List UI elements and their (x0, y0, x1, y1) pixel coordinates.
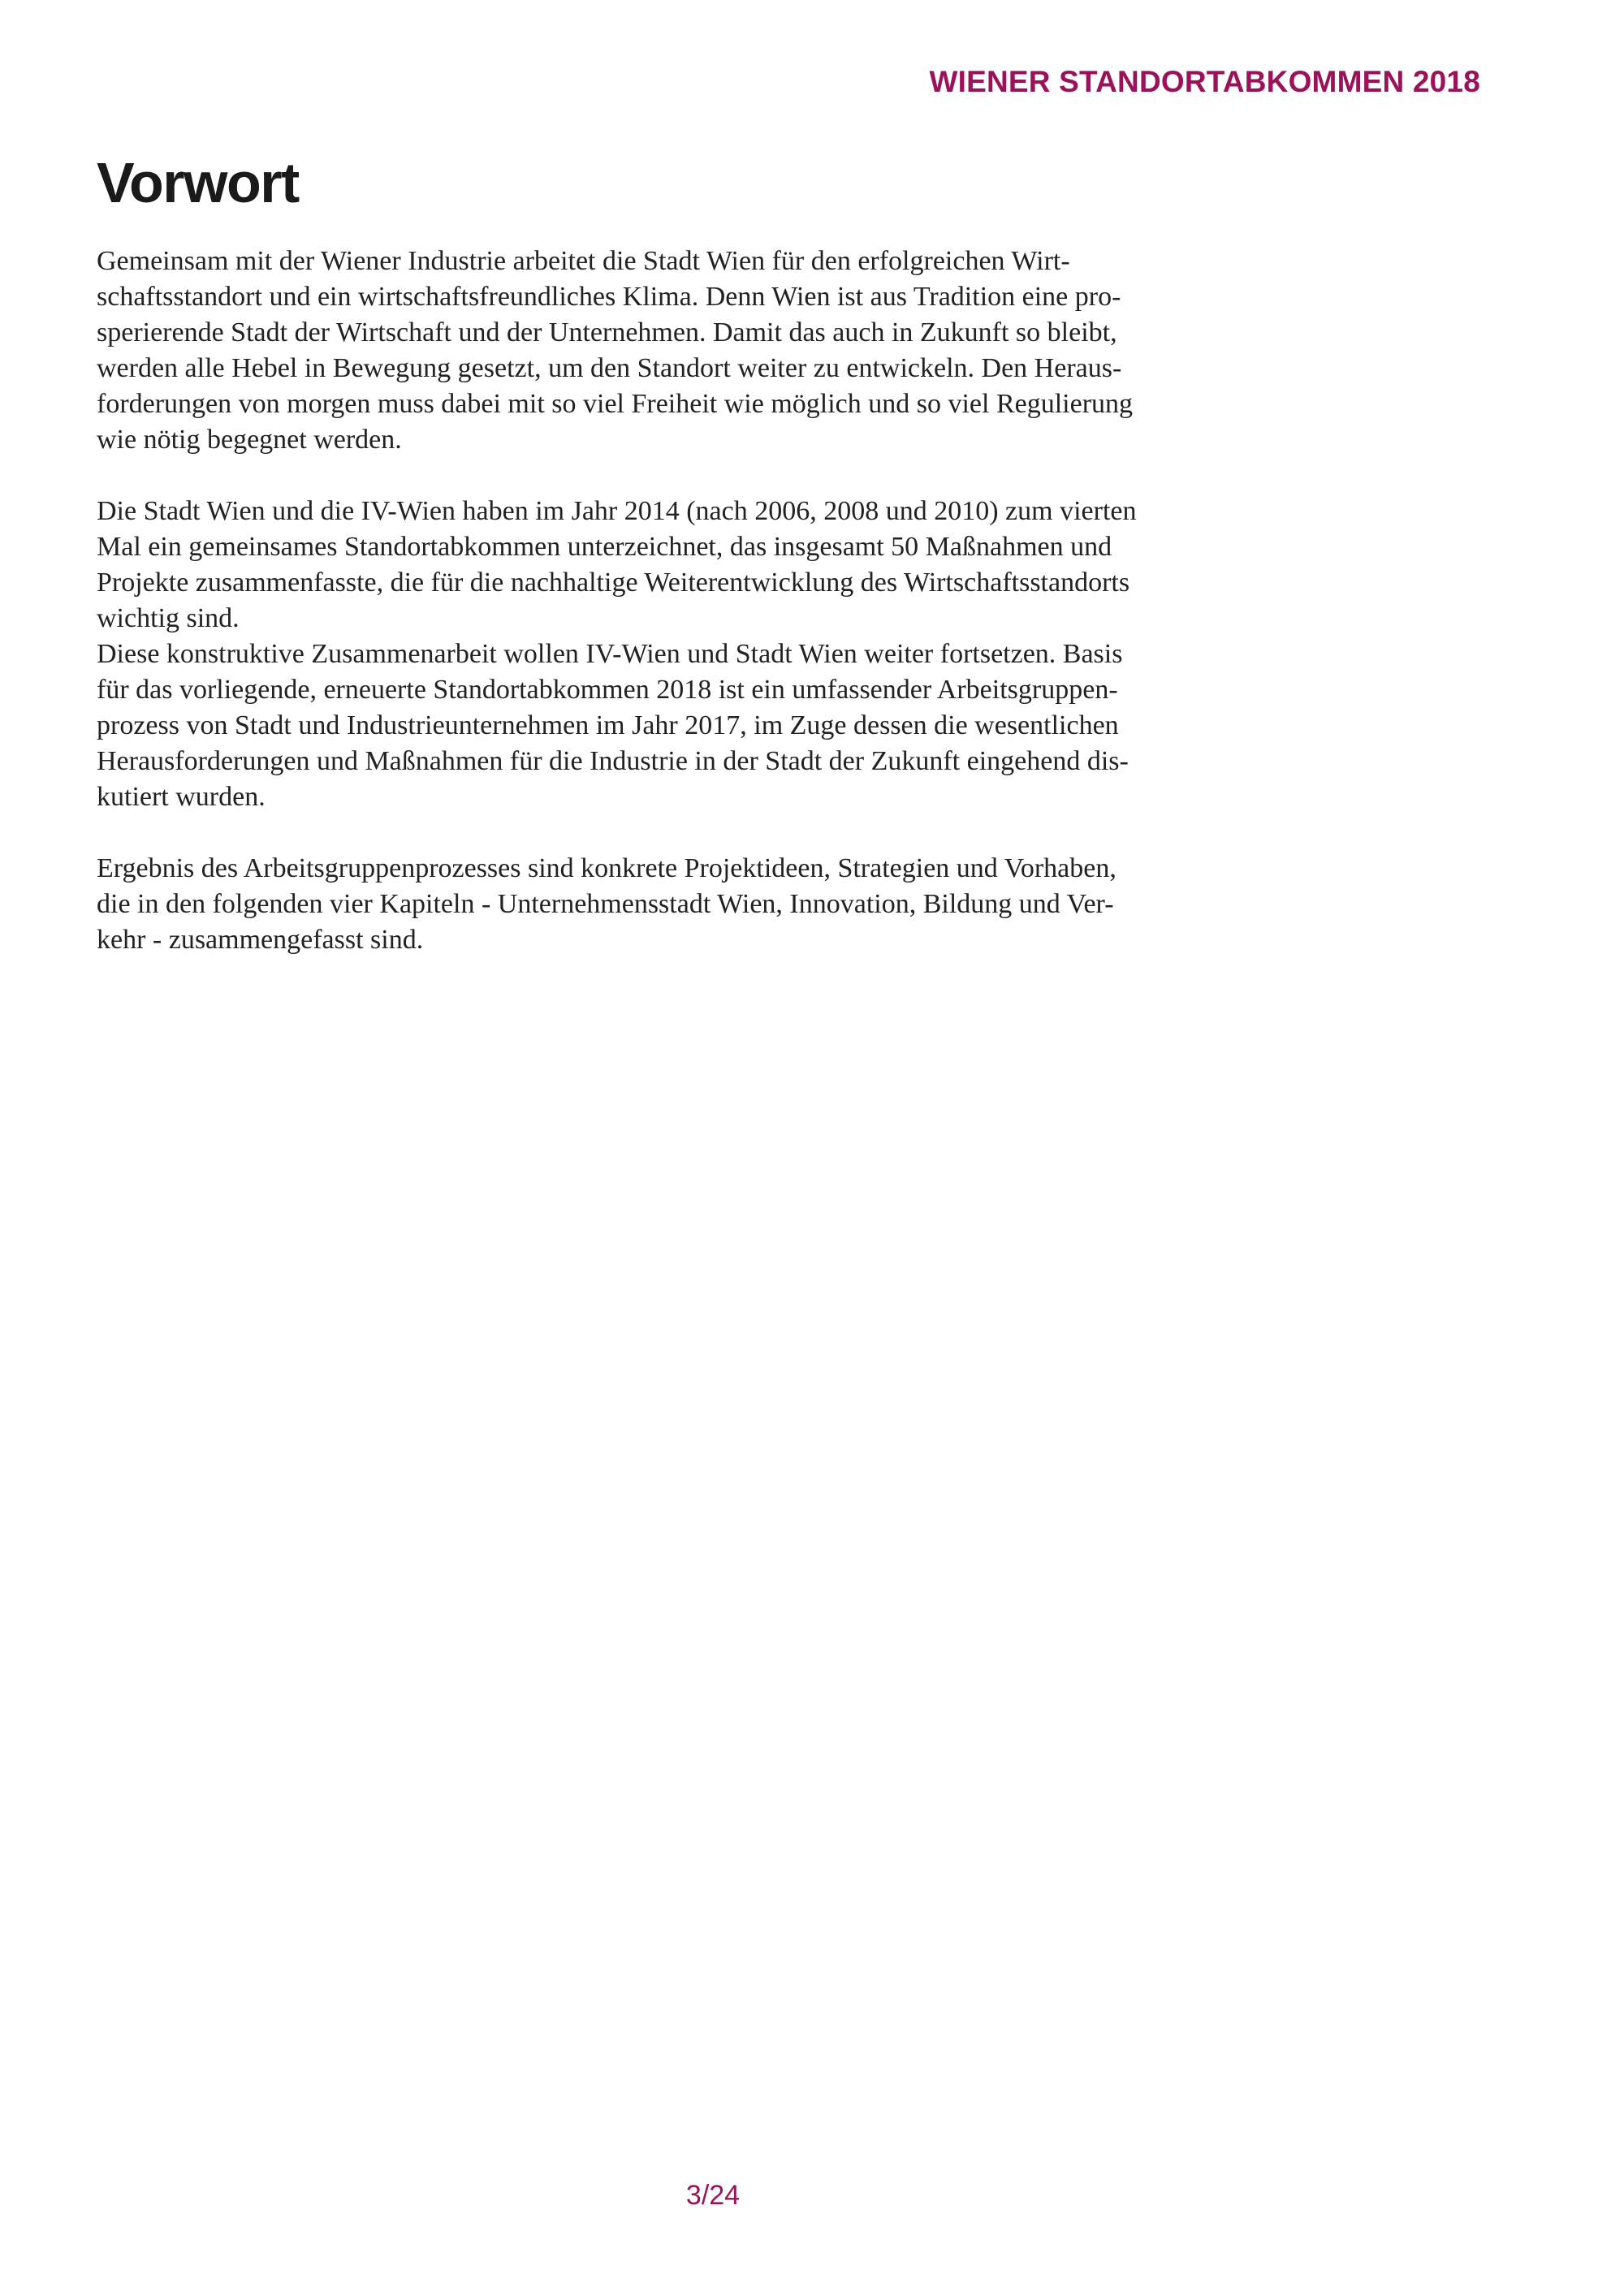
text-line: sperierende Stadt der Wirtschaft und der Unternehmen. Damit das auch in Zukunft so bleibt, (97, 317, 1117, 347)
paragraph-spacer (97, 815, 1331, 851)
text-line: wie nötig begegnet werden. (97, 425, 402, 455)
text-line: Diese konstruktive Zusammenarbeit wollen IV-Wien und Stadt Wien weiter fortsetzen. Basis (97, 639, 1123, 669)
text-line: Projekte zusammenfasste, die für die nachhaltige Weiterentwicklung des Wirtschaftsstandorts (97, 568, 1130, 598)
paragraph-result (97, 851, 1331, 958)
text-line: schaftsstandort und ein wirtschaftsfreundliches Klima. Denn Wien ist aus Tradition eine pro- (97, 282, 1121, 312)
paragraph-intro (97, 244, 1331, 458)
running-header: WIENER STANDORTABKOMMEN 2018 (929, 65, 1480, 98)
body-text (97, 244, 1331, 958)
paragraph-cooperation (97, 637, 1331, 815)
text-line: kutiert wurden. (97, 782, 266, 812)
page-number: 3/24 (685, 2180, 741, 2211)
text-line: Mal ein gemeinsames Standortabkommen unterzeichnet, das insgesamt 50 Maßnahmen und (97, 532, 1112, 562)
text-line: wichtig sind. (97, 603, 240, 633)
text-line: die in den folgenden vier Kapiteln - Unternehmensstadt Wien, Innovation, Bildung und Ver- (97, 889, 1114, 919)
text-line: kehr - zusammengefasst sind. (97, 925, 424, 955)
text-line: Herausforderungen und Maßnahmen für die Industrie in der Stadt der Zukunft eingehend dis- (97, 746, 1129, 776)
text-line: werden alle Hebel in Bewegung gesetzt, um den Standort weiter zu entwickeln. Den Heraus- (97, 353, 1122, 383)
page-title: Vorwort (97, 151, 299, 214)
paragraph-spacer (97, 458, 1331, 494)
text-line: für das vorliegende, erneuerte Standortabkommen 2018 ist ein umfassender Arbeitsgruppen- (97, 675, 1118, 705)
paragraph-history (97, 494, 1331, 637)
text-line: Gemeinsam mit der Wiener Industrie arbeitet die Stadt Wien für den erfolgreichen Wirt- (97, 246, 1070, 276)
text-line: forderungen von morgen muss dabei mit so viel Freiheit wie möglich und so viel Regulierung (97, 389, 1134, 419)
text-line: Die Stadt Wien und die IV-Wien haben im Jahr 2014 (nach 2006, 2008 und 2010) zum vierten (97, 496, 1137, 526)
text-line: prozess von Stadt und Industrieunternehmen im Jahr 2017, im Zuge dessen die wesentlichen (97, 710, 1119, 740)
text-line: Ergebnis des Arbeitsgruppenprozesses sind konkrete Projektideen, Strategien und Vorhaben, (97, 853, 1116, 883)
